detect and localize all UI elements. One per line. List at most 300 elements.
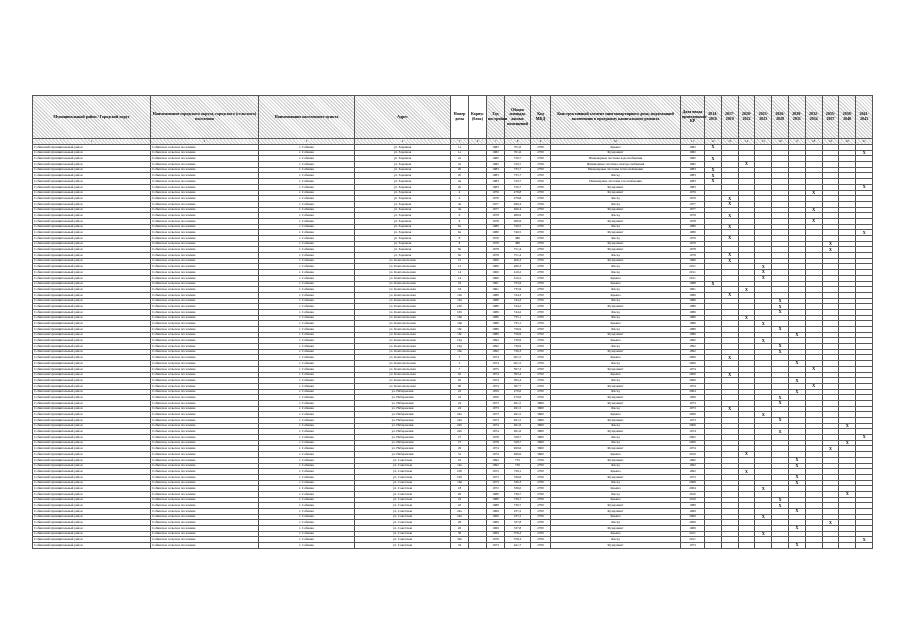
locality-cell: г. Собинка xyxy=(259,366,355,372)
street-cell: ул. Комсомольская xyxy=(355,372,451,378)
locality-cell: г. Собинка xyxy=(259,463,355,469)
period-cell xyxy=(772,543,789,549)
building-code-cell: 2700 xyxy=(531,395,551,401)
building-code-cell: 3600 xyxy=(531,400,551,406)
locality-cell: г. Собинка xyxy=(259,167,355,173)
area-cell: 735 xyxy=(505,457,531,463)
repair-date-cell: 1992 xyxy=(681,469,705,475)
street-cell: ул. Заречная xyxy=(355,241,451,247)
settlement-cell: Собинское сельское поселение xyxy=(151,361,259,367)
street-cell: ул. Советская xyxy=(355,543,451,549)
building-code-cell: 2700 xyxy=(531,321,551,327)
settlement-cell: Собинское сельское поселение xyxy=(151,366,259,372)
settlement-cell: Собинское сельское поселение xyxy=(151,491,259,497)
period-cell: X xyxy=(856,537,873,543)
area-cell: 410,2 xyxy=(505,270,531,276)
settlement-cell: Собинское сельское поселение xyxy=(151,383,259,389)
locality-cell: г. Собинка xyxy=(259,275,355,281)
street-cell: ул. Комсомольская xyxy=(355,355,451,361)
area-cell: 410,2 xyxy=(505,275,531,281)
street-cell: ул. Советская xyxy=(355,526,451,532)
district-cell: Собинский муниципальный район xyxy=(33,526,151,532)
building-code-cell: 2700 xyxy=(531,526,551,532)
build-year-cell: 1992 xyxy=(487,344,505,350)
column-header: Конструктивный элемент многоквартирного дома, подлежащий включению в программу капитального ремонта xyxy=(551,96,681,139)
element-cell: Инженерные системы электроснабжения xyxy=(551,162,681,168)
locality-cell: г. Собинка xyxy=(259,446,355,452)
period-cell: X xyxy=(755,270,772,276)
district-cell: Собинский муниципальный район xyxy=(33,247,151,253)
building-code-cell: 2700 xyxy=(531,457,551,463)
repair-date-cell: 1980 xyxy=(681,224,705,230)
column-number: 5 xyxy=(451,139,469,145)
building-code-cell: 2700 xyxy=(531,383,551,389)
street-cell: ул. Комсомольская xyxy=(355,383,451,389)
house-number-cell: 9а xyxy=(451,372,469,378)
street-cell: ул. Комсомольская xyxy=(355,275,451,281)
period-cell: X xyxy=(805,190,822,196)
building-code-cell: 2700 xyxy=(531,258,551,264)
settlement-cell: Собинское сельское поселение xyxy=(151,463,259,469)
area-cell: 751,4 xyxy=(505,253,531,259)
build-year-cell: 1974 xyxy=(487,429,505,435)
locality-cell: г. Собинка xyxy=(259,486,355,492)
repair-date-cell: 2011 xyxy=(681,275,705,281)
build-year-cell: 1982 xyxy=(487,162,505,168)
repair-date-cell: 2006 xyxy=(681,355,705,361)
district-cell: Собинский муниципальный район xyxy=(33,531,151,537)
house-number-cell: 1а xyxy=(451,150,469,156)
street-cell: ул. Заречная xyxy=(355,230,451,236)
repair-date-cell: 1982 xyxy=(681,145,705,151)
locality-cell: г. Собинка xyxy=(259,253,355,259)
column-number: 19 xyxy=(822,139,839,145)
building-code-cell: 3600 xyxy=(531,429,551,435)
house-number-cell: 26 xyxy=(451,520,469,526)
house-number-cell: 16е xyxy=(451,349,469,355)
repair-date-cell: 1986 xyxy=(681,321,705,327)
build-year-cell: 1974 xyxy=(487,423,505,429)
element-cell: Крыша xyxy=(551,412,681,418)
locality-cell: г. Собинка xyxy=(259,395,355,401)
repair-date-cell: 1992 xyxy=(681,338,705,344)
element-cell: Крыша xyxy=(551,275,681,281)
area-cell: 491,5 xyxy=(505,406,531,412)
building-code-cell: 2700 xyxy=(531,372,551,378)
build-year-cell: 1973 xyxy=(487,543,505,549)
building-code-cell: 2700 xyxy=(531,201,551,207)
area-cell: 330,3 xyxy=(505,480,531,486)
settlement-cell: Собинское сельское поселение xyxy=(151,349,259,355)
settlement-cell: Собинское сельское поселение xyxy=(151,497,259,503)
area-cell: 735,1 xyxy=(505,321,531,327)
repair-date-cell: 1992 xyxy=(681,344,705,350)
element-cell: Фасад xyxy=(551,213,681,219)
element-cell: Фасад xyxy=(551,270,681,276)
area-cell: 401,5 xyxy=(505,355,531,361)
settlement-cell: Собинское сельское поселение xyxy=(151,321,259,327)
settlement-cell: Собинское сельское поселение xyxy=(151,298,259,304)
street-cell: ул. Заречная xyxy=(355,207,451,213)
locality-cell: г. Собинка xyxy=(259,429,355,435)
repair-date-cell: 1969 xyxy=(681,509,705,515)
street-cell: ул. Советская xyxy=(355,537,451,543)
element-cell: Фасад xyxy=(551,406,681,412)
district-cell: Собинский муниципальный район xyxy=(33,315,151,321)
period-cell: X xyxy=(856,435,873,441)
street-cell: ул. Комсомольская xyxy=(355,287,451,293)
repair-date-cell: 1976 xyxy=(681,190,705,196)
repair-date-cell: 1986 xyxy=(681,332,705,338)
house-number-cell: 22 xyxy=(451,497,469,503)
locality-cell: г. Собинка xyxy=(259,270,355,276)
street-cell: ул. Заречная xyxy=(355,190,451,196)
district-cell: Собинский муниципальный район xyxy=(33,275,151,281)
building-code-cell: 2700 xyxy=(531,361,551,367)
settlement-cell: Собинское сельское поселение xyxy=(151,514,259,520)
house-number-cell: 7 xyxy=(451,366,469,372)
build-year-cell: 1970 xyxy=(487,537,505,543)
house-number-cell: 5 xyxy=(451,355,469,361)
locality-cell: г. Собинка xyxy=(259,503,355,509)
building-code-cell: 2700 xyxy=(531,241,551,247)
period-cell: X xyxy=(788,361,805,367)
district-cell: Собинский муниципальный район xyxy=(33,446,151,452)
period-cell: X xyxy=(738,287,755,293)
house-number-cell: 16б xyxy=(451,304,469,310)
repair-date-cell: 1974 xyxy=(681,383,705,389)
element-cell: Фасад xyxy=(551,344,681,350)
settlement-cell: Собинское сельское поселение xyxy=(151,315,259,321)
street-cell: ул. Заречная xyxy=(355,253,451,259)
build-year-cell: 1969 xyxy=(487,520,505,526)
repair-date-cell: 1986 xyxy=(681,309,705,315)
header-row xyxy=(33,96,873,139)
street-cell: ул. Заречная xyxy=(355,236,451,242)
district-cell: Собинский муниципальный район xyxy=(33,298,151,304)
building-code-cell: 3600 xyxy=(531,452,551,458)
build-year-cell: 1983 xyxy=(487,173,505,179)
element-cell: Фундамент xyxy=(551,349,681,355)
repair-date-cell: 2009 xyxy=(681,520,705,526)
locality-cell: г. Собинка xyxy=(259,474,355,480)
house-number-cell: 30а xyxy=(451,537,469,543)
element-cell: Фундамент xyxy=(551,241,681,247)
house-number-cell: 14 xyxy=(451,270,469,276)
area-cell: 720,7 xyxy=(505,179,531,185)
repair-date-cell: 2010 xyxy=(681,497,705,503)
period-cell: X xyxy=(705,156,722,162)
column-header: Муниципальный район / Городской округ xyxy=(33,96,151,139)
street-cell: ул. Комсомольская xyxy=(355,321,451,327)
building-code-cell: 2700 xyxy=(531,355,551,361)
building-code-cell: 2700 xyxy=(531,480,551,486)
build-year-cell: 1973 xyxy=(487,474,505,480)
period-cell xyxy=(755,543,772,549)
locality-cell: г. Собинка xyxy=(259,150,355,156)
element-cell: Крыша xyxy=(551,452,681,458)
period-cell: X xyxy=(755,412,772,418)
building-code-cell: 2700 xyxy=(531,247,551,253)
build-year-cell: 1986 xyxy=(487,298,505,304)
repair-date-cell: 1974 xyxy=(681,429,705,435)
area-cell: 490,4 xyxy=(505,201,531,207)
locality-cell: г. Собинка xyxy=(259,452,355,458)
element-cell: Фасад xyxy=(551,491,681,497)
settlement-cell: Собинское сельское поселение xyxy=(151,162,259,168)
build-year-cell: 1978 xyxy=(487,218,505,224)
build-year-cell: 1992 xyxy=(487,463,505,469)
locality-cell: г. Собинка xyxy=(259,196,355,202)
street-cell: ул. Заречная xyxy=(355,196,451,202)
repair-date-cell: 2002 xyxy=(681,435,705,441)
repair-date-cell: 2004 xyxy=(681,486,705,492)
build-year-cell: 1976 xyxy=(487,196,505,202)
locality-cell: г. Собинка xyxy=(259,338,355,344)
settlement-cell: Собинское сельское поселение xyxy=(151,486,259,492)
district-cell: Собинский муниципальный район xyxy=(33,253,151,259)
period-cell: X xyxy=(788,378,805,384)
locality-cell: г. Собинка xyxy=(259,304,355,310)
building-code-cell: 2700 xyxy=(531,167,551,173)
district-cell: Собинский муниципальный район xyxy=(33,378,151,384)
repair-date-cell: 2011 xyxy=(681,531,705,537)
column-number: 10 xyxy=(551,139,681,145)
repair-date-cell: 2011 xyxy=(681,270,705,276)
repair-date-cell: 2008 xyxy=(681,480,705,486)
area-cell: 480 xyxy=(505,241,531,247)
area-cell: 756,9 xyxy=(505,327,531,333)
settlement-cell: Собинское сельское поселение xyxy=(151,275,259,281)
locality-cell: г. Собинка xyxy=(259,145,355,151)
settlement-cell: Собинское сельское поселение xyxy=(151,480,259,486)
building-code-cell: 2700 xyxy=(531,503,551,509)
element-cell: Фасад xyxy=(551,537,681,543)
district-cell: Собинский муниципальный район xyxy=(33,486,151,492)
locality-cell: г. Собинка xyxy=(259,264,355,270)
street-cell: ул. Комсомольская xyxy=(355,366,451,372)
settlement-cell: Собинское сельское поселение xyxy=(151,173,259,179)
locality-cell: г. Собинка xyxy=(259,184,355,190)
column-number: 6 xyxy=(469,139,487,145)
column-header: 2035-2037 xyxy=(822,96,839,139)
building-code-cell: 2700 xyxy=(531,281,551,287)
build-year-cell: 1969 xyxy=(487,531,505,537)
settlement-cell: Собинское сельское поселение xyxy=(151,440,259,446)
element-cell: Фундамент xyxy=(551,509,681,515)
column-number: 20 xyxy=(839,139,856,145)
house-number-cell: 22 xyxy=(451,395,469,401)
street-cell: ул. Заречная xyxy=(355,173,451,179)
period-cell: X xyxy=(721,201,738,207)
building-code-cell: 2700 xyxy=(531,514,551,520)
table-row xyxy=(33,543,873,549)
area-cell: 406,3 xyxy=(505,264,531,270)
settlement-cell: Собинское сельское поселение xyxy=(151,230,259,236)
locality-cell: г. Собинка xyxy=(259,423,355,429)
column-header: 2014-2016 xyxy=(705,96,722,139)
period-cell: X xyxy=(721,196,738,202)
build-year-cell: 1974 xyxy=(487,361,505,367)
element-cell: Фасад xyxy=(551,287,681,293)
street-cell: ул. Комсомольская xyxy=(355,327,451,333)
repair-date-cell: 1986 xyxy=(681,315,705,321)
house-number-cell: 4а xyxy=(451,201,469,207)
area-cell: 397,3 xyxy=(505,366,531,372)
settlement-cell: Собинское сельское поселение xyxy=(151,241,259,247)
repair-date-cell: 2004 xyxy=(681,389,705,395)
settlement-cell: Собинское сельское поселение xyxy=(151,474,259,480)
period-cell xyxy=(721,543,738,549)
settlement-cell: Собинское сельское поселение xyxy=(151,150,259,156)
district-cell: Собинский муниципальный район xyxy=(33,281,151,287)
district-cell: Собинский муниципальный район xyxy=(33,207,151,213)
area-cell: 270,6 xyxy=(505,395,531,401)
settlement-cell: Собинское сельское поселение xyxy=(151,344,259,350)
column-header: Корпус (блок) xyxy=(469,96,487,139)
settlement-cell: Собинское сельское поселение xyxy=(151,145,259,151)
district-cell: Собинский муниципальный район xyxy=(33,327,151,333)
district-cell: Собинский муниципальный район xyxy=(33,452,151,458)
repair-date-cell: 1982 xyxy=(681,162,705,168)
element-cell: Фасад xyxy=(551,315,681,321)
building-code-cell: 2700 xyxy=(531,218,551,224)
period-cell: X xyxy=(772,327,789,333)
build-year-cell: 1978 xyxy=(487,247,505,253)
district-cell: Собинский муниципальный район xyxy=(33,469,151,475)
column-header: 2038-2040 xyxy=(839,96,856,139)
area-cell: 395,4 xyxy=(505,372,531,378)
area-cell: 720,7 xyxy=(505,156,531,162)
period-cell: X xyxy=(772,503,789,509)
repair-date-cell: 2011 xyxy=(681,264,705,270)
period-cell: X xyxy=(755,338,772,344)
repair-date-cell: 1976 xyxy=(681,236,705,242)
element-cell: Фасад xyxy=(551,327,681,333)
area-cell: 328,7 xyxy=(505,435,531,441)
house-number-cell: 18 xyxy=(451,486,469,492)
street-cell: ул. Заречная xyxy=(355,179,451,185)
street-cell: ул. Советская xyxy=(355,457,451,463)
street-cell: ул. Комсомольская xyxy=(355,378,451,384)
locality-cell: г. Собинка xyxy=(259,537,355,543)
repair-date-cell: 2006 xyxy=(681,361,705,367)
period-cell: X xyxy=(822,247,839,253)
locality-cell: г. Собинка xyxy=(259,236,355,242)
period-cell: X xyxy=(856,150,873,156)
locality-cell: г. Собинка xyxy=(259,213,355,219)
element-cell: Фундамент xyxy=(551,446,681,452)
house-number-cell: 14 xyxy=(451,275,469,281)
period-cell: X xyxy=(788,480,805,486)
build-year-cell: 1974 xyxy=(487,378,505,384)
element-cell: Фасад xyxy=(551,253,681,259)
area-cell: 491,5 xyxy=(505,418,531,424)
build-year-cell: 1986 xyxy=(487,327,505,333)
area-cell: 491,6 xyxy=(505,423,531,429)
repair-date-cell: 1982 xyxy=(681,156,705,162)
build-year-cell: 1986 xyxy=(487,321,505,327)
period-cell: X xyxy=(755,275,772,281)
building-code-cell: 2700 xyxy=(531,184,551,190)
locality-cell: г. Собинка xyxy=(259,531,355,537)
period-cell: X xyxy=(772,349,789,355)
element-cell: Инженерные системы теплоснабжения xyxy=(551,167,681,173)
settlement-cell: Собинское сельское поселение xyxy=(151,247,259,253)
period-cell: X xyxy=(788,509,805,515)
element-cell: Фасад xyxy=(551,173,681,179)
locality-cell: г. Собинка xyxy=(259,201,355,207)
area-cell: 478,8 xyxy=(505,196,531,202)
element-cell: Крыша xyxy=(551,372,681,378)
building-code-cell: 2700 xyxy=(531,179,551,185)
house-number-cell: 27 xyxy=(451,440,469,446)
settlement-cell: Собинское сельское поселение xyxy=(151,309,259,315)
column-number: 3 xyxy=(259,139,355,145)
street-cell: ул. Заречная xyxy=(355,184,451,190)
settlement-cell: Собинское сельское поселение xyxy=(151,264,259,270)
street-cell: ул. Заречная xyxy=(355,224,451,230)
locality-cell: г. Собинка xyxy=(259,361,355,367)
build-year-cell: 1973 xyxy=(487,400,505,406)
locality-cell: г. Собинка xyxy=(259,321,355,327)
settlement-cell: Собинское сельское поселение xyxy=(151,179,259,185)
house-number-cell: 16а xyxy=(451,298,469,304)
period-cell: X xyxy=(738,452,755,458)
repair-date-cell: 1988 xyxy=(681,281,705,287)
repair-date-cell: 1976 xyxy=(681,241,705,247)
street-cell: ул. Комсомольская xyxy=(355,349,451,355)
element-cell: Фасад xyxy=(551,298,681,304)
district-cell: Собинский муниципальный район xyxy=(33,480,151,486)
district-cell: Собинский муниципальный район xyxy=(33,520,151,526)
period-cell: X xyxy=(705,173,722,179)
settlement-cell: Собинское сельское поселение xyxy=(151,372,259,378)
district-cell: Собинский муниципальный район xyxy=(33,349,151,355)
street-cell: ул. Набережная xyxy=(355,423,451,429)
settlement-cell: Собинское сельское поселение xyxy=(151,332,259,338)
building-code-cell: 2700 xyxy=(531,366,551,372)
area-cell: 491,5 xyxy=(505,400,531,406)
build-year-cell: 1978 xyxy=(487,253,505,259)
repair-date-cell: 1961 xyxy=(681,287,705,293)
locality-cell: г. Собинка xyxy=(259,457,355,463)
building-code-cell: 2700 xyxy=(531,309,551,315)
period-cell: X xyxy=(721,406,738,412)
locality-cell: г. Собинка xyxy=(259,207,355,213)
period-cell: X xyxy=(772,298,789,304)
building-code-cell: 2700 xyxy=(531,332,551,338)
element-cell: Фасад xyxy=(551,378,681,384)
repair-date-cell: 1983 xyxy=(681,167,705,173)
area-cell: 736,7 xyxy=(505,491,531,497)
column-header: 2017-2019 xyxy=(721,96,738,139)
build-year-cell: 1974 xyxy=(487,452,505,458)
building-code-cell: 2700 xyxy=(531,196,551,202)
period-cell: X xyxy=(788,332,805,338)
street-cell: ул. Комсомольская xyxy=(355,361,451,367)
build-year-cell: 1961 xyxy=(487,281,505,287)
build-year-cell: 1978 xyxy=(487,440,505,446)
build-year-cell: 1977 xyxy=(487,207,505,213)
locality-cell: г. Собинка xyxy=(259,327,355,333)
street-cell: ул. Советская xyxy=(355,491,451,497)
area-cell: 740,5 xyxy=(505,224,531,230)
period-cell xyxy=(822,543,839,549)
element-cell: Фундамент xyxy=(551,474,681,480)
house-number-cell: 2а xyxy=(451,156,469,162)
column-header: Номер дома xyxy=(451,96,469,139)
